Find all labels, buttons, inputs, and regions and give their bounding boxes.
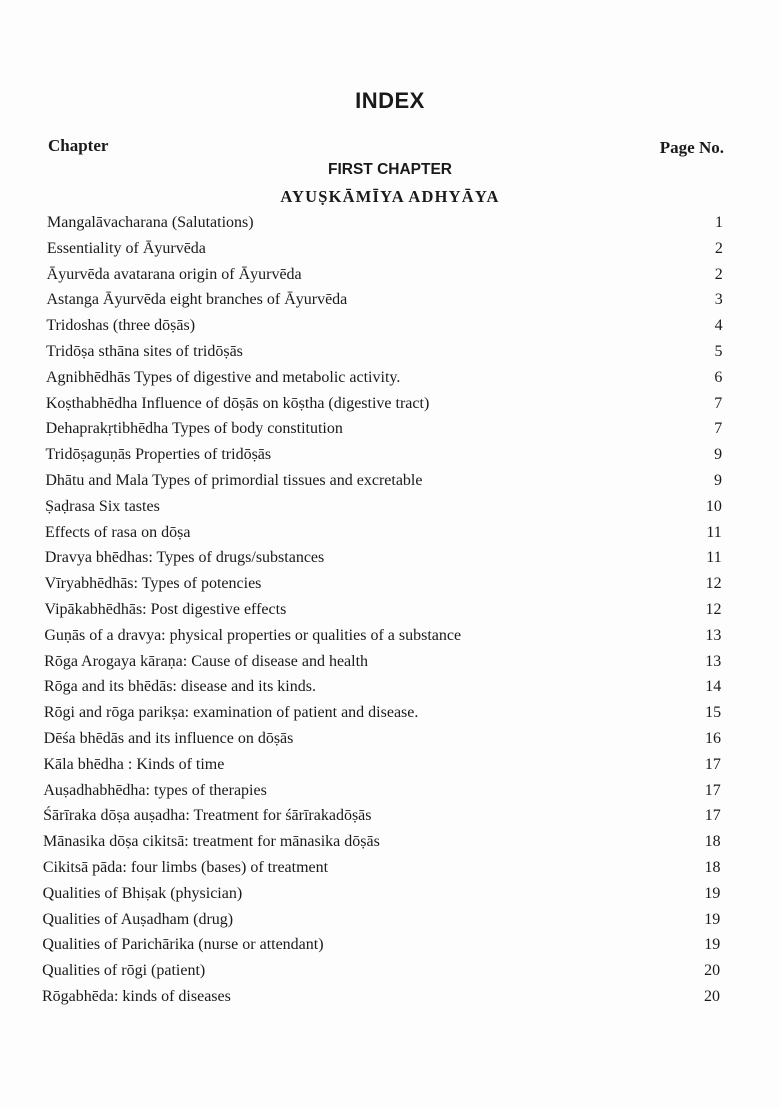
index-entry-label: Dhātu and Mala Types of primordial tissues and excretable bbox=[45, 471, 423, 489]
page-title: INDEX bbox=[355, 88, 425, 113]
index-entry bbox=[0, 571, 780, 597]
index-entry-label: Ṣaḍrasa Six tastes bbox=[45, 497, 160, 515]
index-entry-page-number: 17 bbox=[704, 807, 721, 825]
index-entry bbox=[0, 494, 780, 520]
index-entry-label: Qualities of Bhiṣak (physician) bbox=[42, 884, 243, 902]
index-entry-label: Astanga Āyurvēda eight branches of Āyurvēda bbox=[46, 291, 348, 309]
index-entry-label: Qualities of Parichārika (nurse or attendant) bbox=[42, 936, 324, 954]
index-entry-page-number: 5 bbox=[714, 342, 723, 360]
index-entry bbox=[0, 881, 780, 907]
index-entry-page-number: 3 bbox=[714, 291, 723, 309]
index-entry bbox=[0, 287, 780, 313]
chapter-heading: FIRST CHAPTER bbox=[328, 161, 452, 178]
index-entry-page-number: 18 bbox=[704, 858, 721, 876]
index-entry-label: Mangalāvacharana (Salutations) bbox=[47, 214, 254, 231]
index-entry-page-number: 19 bbox=[704, 884, 721, 902]
index-entry-label: Rōgi and rōga parikṣa: examination of patient and disease. bbox=[43, 704, 419, 722]
index-entry-label: Cikitsā pāda: four limbs (bases) of treatment bbox=[42, 858, 329, 876]
index-entry bbox=[0, 623, 780, 649]
index-entry bbox=[0, 520, 780, 546]
index-entry-page-number: 2 bbox=[714, 239, 723, 257]
index-entry bbox=[0, 545, 780, 571]
index-entry-page-number: 6 bbox=[714, 368, 723, 386]
index-entry bbox=[0, 752, 780, 778]
index-entry-label: Guṇās of a dravya: physical properties or qualities of a substance bbox=[44, 626, 462, 644]
index-entry-list bbox=[0, 210, 780, 1010]
chapter-subheading: AYUṢKĀMĪYA ADHYĀYA bbox=[280, 187, 500, 206]
index-entry-page-number: 19 bbox=[704, 910, 721, 928]
index-entry-page-number: 15 bbox=[705, 704, 722, 722]
index-entry-page-number: 2 bbox=[714, 265, 723, 283]
page-number-column-header: Page No. bbox=[659, 138, 724, 157]
index-entry bbox=[0, 674, 780, 700]
index-entry bbox=[0, 649, 780, 675]
index-entry-page-number: 14 bbox=[705, 678, 722, 696]
index-entry bbox=[0, 442, 780, 468]
index-entry bbox=[0, 932, 780, 958]
index-entry bbox=[0, 803, 780, 829]
index-entry-page-number: 20 bbox=[704, 962, 721, 980]
index-entry-label: Effects of rasa on dōṣa bbox=[45, 523, 191, 541]
index-entry-page-number: 18 bbox=[704, 833, 721, 851]
index-entry-label: Śārīraka dōṣa auṣadha: Treatment for śārīrakadōṣās bbox=[43, 807, 372, 825]
index-entry-page-number: 10 bbox=[705, 497, 722, 515]
index-entry bbox=[0, 210, 780, 236]
index-entry-page-number: 1 bbox=[715, 214, 723, 231]
index-entry-label: Qualities of Auṣadham (drug) bbox=[42, 910, 234, 928]
index-entry bbox=[0, 416, 780, 442]
index-entry-page-number: 11 bbox=[706, 549, 722, 567]
index-entry bbox=[0, 958, 780, 984]
index-entry bbox=[0, 262, 780, 288]
index-entry-label: Rōgabhēda: kinds of diseases bbox=[42, 987, 231, 1005]
index-entry bbox=[0, 597, 780, 623]
index-entry-label: Rōga Arogaya kāraṇa: Cause of disease and health bbox=[44, 652, 369, 670]
index-entry-label: Vīryabhēdhās: Types of potencies bbox=[44, 575, 262, 593]
index-entry-page-number: 16 bbox=[705, 729, 721, 747]
index-entry bbox=[0, 700, 780, 726]
index-entry-page-number: 13 bbox=[705, 652, 722, 670]
index-entry-label: Auṣadhabhēdha: types of therapies bbox=[43, 781, 267, 799]
index-entry-label: Dravya bhēdhas: Types of drugs/substances bbox=[44, 549, 325, 567]
index-entry bbox=[0, 391, 780, 417]
index-entry bbox=[0, 855, 780, 881]
index-entry-page-number: 17 bbox=[704, 755, 721, 773]
index-entry bbox=[0, 468, 780, 494]
index-entry-label: Tridōṣa sthāna sites of tridōṣās bbox=[46, 342, 243, 360]
index-entry-page-number: 13 bbox=[705, 626, 722, 644]
index-entry-page-number: 7 bbox=[714, 394, 723, 412]
index-entry-label: Dehaprakṛtibhēdha Types of body constitution bbox=[45, 420, 343, 438]
index-entry bbox=[0, 313, 780, 339]
index-entry-page-number: 20 bbox=[704, 987, 720, 1005]
index-entry bbox=[0, 778, 780, 804]
chapter-column-header: Chapter bbox=[48, 136, 109, 155]
index-entry-page-number: 11 bbox=[706, 523, 722, 541]
index-entry-page-number: 19 bbox=[704, 936, 721, 954]
index-entry-page-number: 7 bbox=[714, 420, 723, 438]
index-entry-page-number: 9 bbox=[714, 446, 723, 464]
index-entry bbox=[0, 236, 780, 262]
index-entry bbox=[0, 339, 780, 365]
index-entry bbox=[0, 726, 780, 752]
index-entry bbox=[0, 907, 780, 933]
index-entry-label: Āyurvēda avatarana origin of Āyurvēda bbox=[46, 265, 302, 283]
index-entry bbox=[0, 829, 780, 855]
index-entry-label: Mānasika dōṣa cikitsā: treatment for mānasika dōṣās bbox=[43, 833, 380, 851]
index-entry-label: Vipākabhēdhās: Post digestive effects bbox=[44, 600, 287, 618]
index-entry-page-number: 4 bbox=[714, 317, 723, 335]
index-entry bbox=[0, 365, 780, 391]
index-entry-label: Dēśa bhēdās and its influence on dōṣās bbox=[43, 729, 294, 747]
index-entry-page-number: 17 bbox=[704, 781, 721, 799]
index-entry-page-number: 12 bbox=[705, 575, 722, 593]
index-entry-label: Kāla bhēdha : Kinds of time bbox=[43, 755, 225, 773]
index-entry-label: Rōga and its bhēdās: disease and its kinds. bbox=[44, 678, 316, 696]
index-entry-page-number: 12 bbox=[705, 600, 722, 618]
index-entry-label: Essentiality of Āyurvēda bbox=[46, 239, 206, 257]
index-entry-label: Qualities of rōgi (patient) bbox=[42, 962, 206, 980]
index-entry-label: Tridōṣaguṇās Properties of tridōṣās bbox=[45, 446, 272, 464]
index-entry-page-number: 9 bbox=[714, 471, 722, 489]
index-entry bbox=[0, 984, 780, 1010]
index-entry-label: Koṣthabhēdha Influence of dōṣās on kōṣtha (digestive tract) bbox=[45, 394, 430, 412]
index-entry-label: Tridoshas (three dōṣās) bbox=[46, 317, 196, 335]
index-entry-label: Agnibhēdhās Types of digestive and metabolic activity. bbox=[46, 368, 401, 386]
